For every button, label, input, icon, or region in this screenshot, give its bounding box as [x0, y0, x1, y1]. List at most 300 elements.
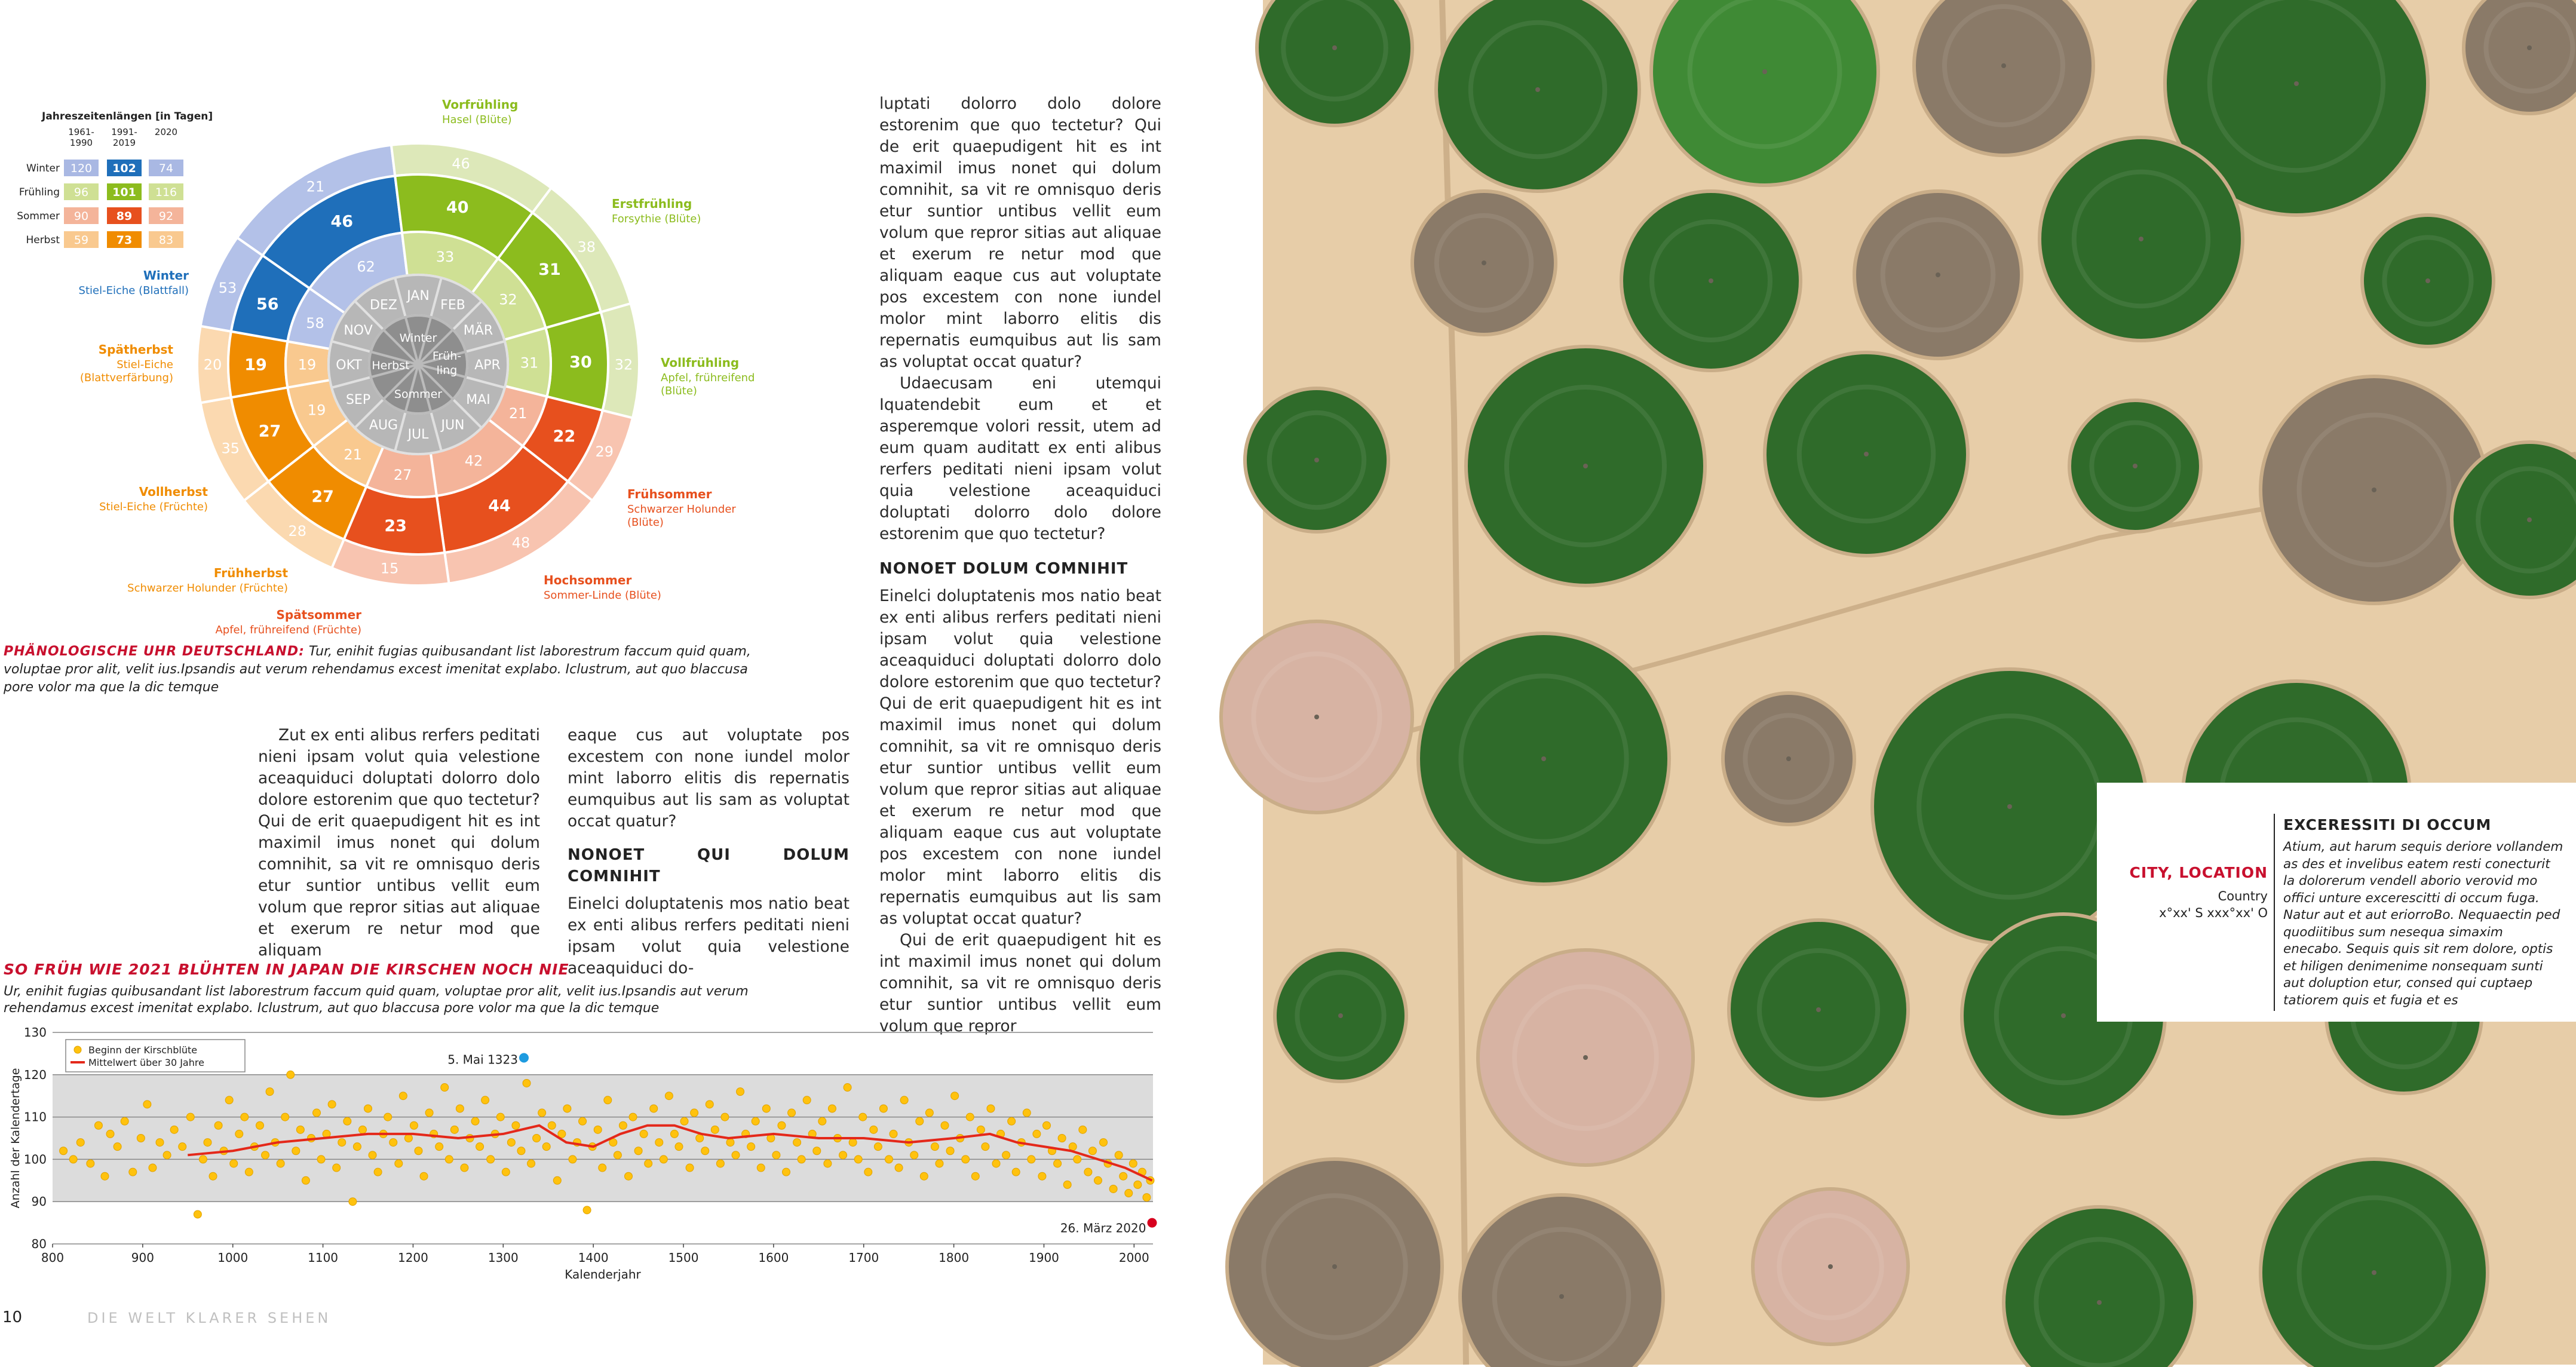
clock-month-label: JAN	[407, 288, 430, 304]
page-number: 10	[2, 1308, 23, 1326]
chart-scatter-point	[296, 1126, 304, 1133]
body-column-3	[879, 93, 1161, 1037]
chart-scatter-point	[425, 1109, 433, 1117]
clock-outer-value: 48	[511, 534, 530, 551]
chart-scatter-point	[199, 1155, 207, 1163]
irrigation-pivot	[1786, 756, 1791, 761]
chart-scatter-point	[395, 1160, 403, 1167]
chart-scatter-point	[163, 1151, 171, 1159]
season-table-value: 73	[116, 234, 133, 247]
chart-scatter-point	[266, 1088, 274, 1096]
chart-scatter-point	[798, 1155, 805, 1163]
chart-scatter-point	[1134, 1181, 1142, 1188]
chart-scatter-point	[482, 1096, 489, 1104]
clock-outer-value: 46	[452, 155, 470, 173]
body-col3-paragraph-4: Qui de erit quaepudigent hit es int maximil imus nonet qui dolum comnihit, sa vit re omnisquo deris etur suntior untibus vellit eum volum que repror	[879, 931, 1161, 1035]
irrigation-pivot	[1338, 1013, 1343, 1018]
body-col1-paragraph: Zut ex enti alibus rerfers peditati nieni ipsam volut quia velestione aceaquiduci doluptati dolorro dolo dolore estorenim que quo tectetur? Qui de erit quaepudigent hit es int maximil imus nonet qui dolum comnihit, sa vit re omnisquo deris etur suntior untibus vellit eum volum que repror sitias aut aliquae et exerum re netur mod que aliquam	[258, 726, 540, 960]
chart-scatter-point	[538, 1109, 546, 1117]
clock-month-label: JUL	[407, 427, 429, 442]
chart-y-tick-label: 120	[23, 1067, 47, 1082]
chart-x-axis-label: Kalenderjahr	[565, 1267, 641, 1282]
chart-scatter-point	[1069, 1143, 1077, 1151]
chart-scatter-point	[287, 1071, 295, 1078]
chart-scatter-point	[1033, 1130, 1041, 1138]
clock-phase-name: Vorfrühling	[442, 97, 519, 112]
chart-scatter-point	[245, 1168, 253, 1176]
chart-scatter-point	[614, 1151, 621, 1159]
chart-scatter-point	[726, 1139, 734, 1147]
clock-outer-value: 38	[577, 238, 596, 256]
chart-scatter-point	[1120, 1172, 1127, 1180]
chart-scatter-point	[194, 1210, 201, 1218]
chart-scatter-point	[563, 1105, 571, 1112]
chart-scatter-point	[849, 1139, 857, 1147]
location-country: Country	[2218, 889, 2268, 903]
irrigation-pivot	[1559, 1294, 1564, 1299]
chart-y-tick-label: 110	[23, 1109, 47, 1124]
clock-month-label: OKT	[336, 357, 362, 373]
chart-scatter-point	[706, 1101, 713, 1108]
season-table-value: 83	[158, 234, 174, 247]
chart-scatter-point	[1038, 1172, 1046, 1180]
body-col2-paragraph-2: Einelci doluptatenis mos natio beat ex enti alibus rerfers peditati nieni ipsam volut quia velestione aceaquiduci do-	[568, 894, 850, 977]
clock-caption-title: PHÄNOLOGISCHE UHR DEUTSCHLAND:	[4, 644, 305, 659]
chart-scatter-point	[711, 1126, 719, 1133]
chart-scatter-point	[844, 1084, 851, 1092]
chart-annotation-min: 26. März 2020	[1060, 1221, 1146, 1236]
clock-inner-value: 31	[520, 354, 539, 372]
chart-legend-label: Mittelwert über 30 Jahre	[88, 1057, 204, 1068]
location-title: CITY, LOCATION	[2129, 864, 2268, 881]
chart-scatter-point	[1002, 1151, 1010, 1159]
chart-scatter-point	[675, 1143, 683, 1151]
chart-x-tick-label: 1000	[217, 1250, 249, 1265]
chart-scatter-point	[824, 1160, 832, 1167]
chart-scatter-point	[962, 1155, 970, 1163]
irrigation-pivot	[2294, 81, 2299, 86]
chart-scatter-point	[302, 1176, 309, 1184]
chart-scatter-point	[1054, 1160, 1062, 1167]
body-col3-paragraph-3: Einelci doluptatenis mos natio beat ex enti alibus rerfers peditati nieni ipsam volut quia velestione aceaquiduci doluptati dolorro dolo dolore estorenim que quo tectetur? Qui de erit quaepudigent hit es int maximil imus nonet qui dolum comnihit, sa vit re omnisquo deris etur suntior untibus vellit eum volum que repror sitias aut aliquae et exerum re netur mod que aliquam eaque cus aut voluptate pos excestem con none iundel molor mint laborro elitis dis repernatis eumquibus aut lis sam as voluptat occat quatur?	[879, 587, 1161, 928]
clock-center-winter: Winter	[399, 332, 437, 345]
chart-scatter-point	[925, 1109, 933, 1117]
clock-phase-indicator: (Blüte)	[627, 516, 664, 529]
chart-scatter-point	[235, 1130, 243, 1138]
chart-scatter-point	[338, 1139, 346, 1147]
right-page	[1263, 0, 2576, 1365]
chart-scatter-point	[445, 1155, 453, 1163]
image-infobox	[2097, 783, 2576, 1022]
clock-middle-value: 27	[258, 422, 281, 441]
left-page	[0, 0, 1263, 1365]
irrigation-pivot	[1332, 1264, 1337, 1269]
chart-scatter-point	[548, 1121, 556, 1129]
chart-scatter-point	[870, 1126, 878, 1133]
chart-scatter-point	[579, 1117, 587, 1125]
chart-scatter-point	[277, 1160, 284, 1167]
chart-scatter-point	[114, 1143, 121, 1151]
clock-phase-name: Vollfrühling	[661, 355, 740, 370]
chart-scatter-point	[1074, 1155, 1081, 1163]
chart-scatter-point	[441, 1084, 449, 1092]
irrigation-pivot	[2372, 488, 2376, 492]
chart-scatter-point	[931, 1143, 939, 1151]
chart-scatter-point	[542, 1143, 550, 1151]
chart-scatter-point	[170, 1126, 178, 1133]
chart-scatter-point	[634, 1147, 642, 1155]
chart-scatter-point	[262, 1151, 269, 1159]
chart-scatter-point	[583, 1206, 591, 1214]
irrigation-pivot	[1314, 715, 1319, 719]
chart-scatter-point	[757, 1164, 765, 1172]
clock-month-label: MAI	[466, 392, 490, 407]
chart-scatter-point	[353, 1143, 361, 1151]
chart-scatter-point	[476, 1143, 484, 1151]
chart-scatter-point	[436, 1143, 443, 1151]
clock-month-label: AUG	[369, 418, 398, 433]
clock-inner-value: 58	[306, 314, 324, 332]
clock-phase-indicator: Schwarzer Holunder	[627, 503, 736, 516]
clock-caption	[4, 643, 774, 697]
chart-scatter-point	[890, 1130, 897, 1138]
season-table-title: Jahreszeitenlängen [in Tagen]	[42, 111, 213, 122]
season-table-col-header: 1990	[69, 137, 93, 148]
irrigation-pivot	[1864, 452, 1869, 456]
chart-scatter-point	[214, 1121, 222, 1129]
infobox-text: Atium, aut harum sequis deriore vollandem as des et invelibus eatem resti conecturit la dolorerum vendell aborio verovid mo offici unture excerescitti di occum fuga. Natur aut et aut eriorroBo. Nequaectin ped quodiitibus sum nesequa simaxim enecabo. Sequis quis sit rem dolore, optis et hiligen denimenime nonsequam sunti aut doluption etur, consed qui cuptaep tatiorem quis et fugia et es	[2283, 839, 2563, 1008]
chart-scatter-point	[230, 1160, 238, 1167]
chart-scatter-point	[854, 1155, 862, 1163]
chart-scatter-point	[936, 1160, 943, 1167]
season-table-value: 102	[112, 162, 136, 175]
season-table-value: 90	[73, 210, 89, 223]
irrigation-pivot	[2372, 1270, 2376, 1275]
clock-phase-indicator: Hasel (Blüte)	[442, 114, 512, 126]
chart-scatter-point	[1063, 1181, 1071, 1188]
chart-highlight-point	[1147, 1218, 1157, 1228]
chart-x-tick-label: 1800	[939, 1250, 970, 1265]
clock-phase-name: Frühherbst	[213, 566, 288, 580]
chart-scatter-point	[619, 1121, 627, 1129]
chart-scatter-point	[328, 1101, 336, 1108]
chart-scatter-point	[1084, 1168, 1092, 1176]
chart-scatter-point	[941, 1121, 949, 1129]
chart-scatter-point	[670, 1130, 678, 1138]
chart-scatter-point	[716, 1160, 724, 1167]
chart-scatter-point	[732, 1151, 740, 1159]
clock-month-label: JUN	[441, 418, 465, 433]
chart-scatter-point	[523, 1079, 530, 1087]
clock-middle-value: 30	[569, 353, 592, 372]
season-table-value: 101	[112, 186, 136, 199]
chart-scatter-point	[645, 1160, 652, 1167]
chart-x-tick-label: 1400	[578, 1250, 609, 1265]
irrigation-pivot	[1583, 464, 1588, 468]
chart-scatter-point	[987, 1105, 995, 1112]
clock-outer-value: 29	[595, 443, 614, 461]
clock-inner-value: 33	[436, 249, 455, 266]
chart-scatter-point	[793, 1139, 801, 1147]
chart-scatter-point	[1125, 1190, 1133, 1197]
clock-month-label: APR	[474, 357, 501, 373]
irrigation-pivot	[1541, 756, 1546, 761]
season-length-table	[0, 102, 227, 257]
clock-middle-value: 40	[446, 198, 469, 217]
chart-scatter-point	[971, 1172, 979, 1180]
season-table-col-header: 1961-	[68, 127, 94, 137]
chart-scatter-point	[404, 1135, 412, 1142]
chart-scatter-point	[701, 1147, 709, 1155]
chart-scatter-point	[344, 1117, 351, 1125]
irrigation-pivot	[1535, 87, 1540, 92]
chart-x-tick-label: 800	[41, 1250, 65, 1265]
chart-scatter-point	[374, 1168, 382, 1176]
irrigation-pivot	[1314, 458, 1319, 462]
clock-phase-indicator: (Blüte)	[661, 385, 697, 397]
clock-middle-value: 23	[384, 517, 407, 536]
chart-scatter-point	[471, 1117, 479, 1125]
chart-y-tick-label: 80	[31, 1237, 47, 1251]
clock-middle-value: 22	[553, 427, 576, 446]
cherry-chart-subtitle: Ur, enihit fugias quibusandant list laborestrum faccum quid quam, voluptae pror alit, velit ius.Ipsandis aut verum rehendamus excest imenitat explabo. Iclustrum, aut quo blaccusa pore volor ma que la dic temque	[4, 984, 749, 1016]
chart-scatter-point	[369, 1151, 376, 1159]
body-col3-paragraph-1: luptati dolorro dolo dolore estorenim que quo tectetur? Qui de erit quaepudigent hit es int maximil imus nonet qui dolum comnihit, sa vit re omnisquo deris etur suntior untibus vellit eum volum que repror sitias aut aliquae et exerum re netur mod que aliquam eaque cus aut voluptate pos excestem con none iundel molor mint laborro elitis dis repernatis eumquibus aut lis sam as voluptat occat quatur?	[879, 94, 1161, 371]
chart-scatter-point	[1023, 1109, 1031, 1117]
clock-inner-value: 42	[464, 452, 483, 470]
chart-scatter-point	[410, 1121, 418, 1129]
body-column-2	[568, 725, 850, 979]
chart-y-tick-label: 100	[23, 1152, 47, 1167]
chart-scatter-point	[660, 1155, 667, 1163]
chart-scatter-point	[121, 1117, 128, 1125]
chart-scatter-point	[813, 1147, 821, 1155]
clock-outer-value: 28	[288, 522, 307, 540]
clock-middle-value: 44	[488, 496, 511, 516]
irrigation-pivot	[1709, 278, 1713, 283]
chart-scatter-point	[487, 1155, 495, 1163]
chart-scatter-point	[292, 1147, 300, 1155]
chart-scatter-point	[859, 1113, 867, 1121]
season-table-value: 59	[73, 234, 89, 247]
chart-scatter-point	[384, 1113, 392, 1121]
irrigation-pivot	[2139, 237, 2143, 241]
irrigation-pivot	[1762, 69, 1767, 74]
chart-scatter-point	[179, 1143, 186, 1151]
clock-outer-value: 15	[380, 560, 399, 577]
season-table-value: 96	[73, 186, 89, 199]
clock-phase-indicator: (Blattverfärbung)	[79, 372, 173, 384]
chart-scatter-point	[399, 1092, 407, 1100]
season-table-col-header: 2020	[154, 127, 178, 137]
chart-legend-label: Beginn der Kirschblüte	[88, 1044, 198, 1056]
chart-scatter-point	[94, 1121, 102, 1129]
chart-highlight-point	[519, 1053, 529, 1062]
clock-middle-value: 27	[311, 487, 334, 506]
chart-scatter-point	[951, 1092, 959, 1100]
irrigation-pivot	[2133, 464, 2138, 468]
chart-scatter-point	[106, 1130, 114, 1138]
chart-x-tick-label: 1300	[487, 1250, 519, 1265]
chart-annotation-max: 5. Mai 1323	[447, 1052, 518, 1067]
chart-scatter-point	[1042, 1121, 1050, 1129]
chart-scatter-point	[149, 1164, 157, 1172]
chart-scatter-point	[752, 1117, 759, 1125]
chart-scatter-point	[828, 1105, 836, 1112]
clock-inner-value: 19	[307, 401, 326, 419]
clock-phase-name: Erstfrühling	[612, 197, 692, 211]
chart-scatter-point	[910, 1151, 918, 1159]
chart-scatter-point	[1094, 1176, 1102, 1184]
chart-scatter-point	[864, 1168, 872, 1176]
chart-scatter-point	[977, 1126, 985, 1133]
season-table-value: 120	[70, 162, 93, 175]
infobox-title: EXCERESSITI DI OCCUM	[2283, 816, 2492, 833]
chart-scatter-point	[982, 1143, 989, 1151]
clock-center-spring-2: ling	[436, 364, 458, 377]
irrigation-pivot	[1816, 1007, 1821, 1012]
chart-x-tick-label: 1500	[668, 1250, 699, 1265]
chart-scatter-point	[129, 1168, 137, 1176]
chart-scatter-point	[101, 1172, 109, 1180]
cherry-blossom-chart	[0, 1023, 1159, 1286]
chart-scatter-point	[1028, 1155, 1035, 1163]
chart-scatter-point	[594, 1126, 602, 1133]
clock-caption-text: Tur, enihit fugias quibusandant list laborestrum faccum quid quam, voluptae pror alit, velit ius.Ipsandis aut verum rehendamus excest imenitat explabo. Iclustrum, aut quo blaccusa pore volor ma que la dic temque	[4, 644, 751, 695]
chart-scatter-point	[1088, 1147, 1096, 1155]
season-table-value: 92	[158, 210, 174, 223]
chart-scatter-point	[496, 1113, 504, 1121]
irrigation-pivot	[2527, 45, 2532, 50]
satellite-image-irrigation-circles	[1263, 0, 2576, 1365]
chart-scatter-point	[874, 1143, 882, 1151]
chart-scatter-point	[209, 1172, 217, 1180]
chart-scatter-point	[966, 1113, 974, 1121]
clock-phase-name: Hochsommer	[544, 573, 632, 587]
chart-scatter-point	[650, 1105, 658, 1112]
season-table-row-label: Sommer	[17, 210, 60, 222]
chart-scatter-point	[680, 1117, 688, 1125]
chart-scatter-point	[640, 1130, 648, 1138]
chart-scatter-point	[502, 1168, 510, 1176]
chart-scatter-point	[839, 1151, 847, 1159]
chart-scatter-point	[900, 1096, 908, 1104]
clock-month-label: NOV	[344, 323, 373, 338]
chart-scatter-point	[186, 1113, 194, 1121]
infobox-divider	[2274, 814, 2275, 1011]
chart-scatter-point	[946, 1147, 954, 1155]
chart-scatter-point	[1008, 1117, 1016, 1125]
clock-phase-indicator: Schwarzer Holunder (Früchte)	[127, 582, 288, 594]
clock-month-label: MÄR	[463, 323, 493, 338]
chart-scatter-point	[517, 1147, 525, 1155]
chart-scatter-point	[313, 1109, 321, 1117]
clock-middle-value: 31	[538, 260, 561, 279]
chart-scatter-point	[778, 1121, 786, 1129]
location-coordinates: x°xx' S xxx°xx' O	[2159, 906, 2268, 920]
chart-scatter-point	[747, 1143, 755, 1151]
clock-outer-value: 53	[218, 279, 237, 296]
clock-middle-value: 46	[330, 212, 354, 231]
chart-scatter-point	[456, 1105, 464, 1112]
clock-phase-indicator: Stiel-Eiche (Früchte)	[99, 501, 208, 513]
chart-scatter-point	[1109, 1185, 1117, 1193]
chart-scatter-point	[772, 1151, 780, 1159]
irrigation-pivot	[1482, 260, 1486, 265]
chart-scatter-point	[533, 1135, 541, 1142]
clock-center-spring-1: Früh-	[432, 350, 462, 363]
chart-scatter-point	[1115, 1151, 1123, 1159]
chart-x-tick-label: 1100	[308, 1250, 339, 1265]
clock-inner-value: 27	[393, 466, 412, 483]
chart-x-tick-label: 1700	[848, 1250, 879, 1265]
clock-phase-indicator: Sommer-Linde (Blüte)	[544, 589, 661, 602]
chart-x-tick-label: 1200	[397, 1250, 428, 1265]
chart-scatter-point	[916, 1117, 924, 1125]
chart-scatter-point	[624, 1172, 632, 1180]
irrigation-pivot	[1828, 1264, 1833, 1269]
chart-scatter-point	[665, 1092, 673, 1100]
chart-scatter-point	[1143, 1194, 1151, 1202]
irrigation-circle	[1914, 0, 2093, 155]
chart-scatter-point	[349, 1198, 357, 1206]
chart-legend-marker-points	[74, 1046, 81, 1053]
chart-scatter-point	[1100, 1139, 1108, 1147]
clock-outer-value: 35	[221, 440, 240, 457]
chart-scatter-point	[788, 1109, 796, 1117]
running-header: DIE WELT KLARER SEHEN	[87, 1310, 332, 1326]
irrigation-pivot	[2061, 1013, 2066, 1018]
season-table-value: 74	[158, 162, 174, 175]
clock-middle-value: 19	[244, 355, 267, 375]
clock-outer-value: 32	[614, 356, 633, 373]
clock-outer-value: 21	[306, 178, 325, 195]
irrigation-pivot	[2425, 278, 2430, 283]
chart-scatter-point	[512, 1121, 520, 1129]
season-table-col-header: 1991-	[111, 127, 137, 137]
irrigation-pivot	[2527, 517, 2532, 522]
irrigation-pivot	[2001, 63, 2006, 68]
clock-phase-name: Winter	[143, 268, 189, 283]
irrigation-pivot	[2097, 1300, 2102, 1305]
irrigation-pivot	[1936, 272, 1940, 277]
chart-x-tick-label: 900	[131, 1250, 154, 1265]
clock-center-autumn: Herbst	[372, 359, 410, 372]
chart-x-tick-label: 1600	[758, 1250, 789, 1265]
chart-scatter-point	[783, 1168, 790, 1176]
chart-x-tick-label: 2000	[1118, 1250, 1149, 1265]
clock-phase-indicator: Forsythie (Blüte)	[612, 213, 701, 225]
clock-inner-value: 21	[344, 446, 362, 464]
season-table-row-label: Winter	[26, 163, 60, 174]
clock-phase-indicator: Apfel, frühreifend	[661, 372, 755, 384]
chart-scatter-point	[696, 1135, 704, 1142]
season-table-value: 116	[155, 186, 177, 199]
chart-scatter-point	[69, 1155, 77, 1163]
chart-scatter-point	[629, 1113, 637, 1121]
chart-scatter-point	[461, 1164, 468, 1172]
chart-scatter-point	[60, 1147, 68, 1155]
chart-scatter-point	[1079, 1126, 1087, 1133]
irrigation-circle	[1436, 0, 1639, 191]
chart-scatter-point	[225, 1096, 233, 1104]
chart-scatter-point	[420, 1172, 428, 1180]
chart-scatter-point	[569, 1155, 576, 1163]
chart-y-tick-label: 130	[23, 1025, 47, 1040]
clock-outer-value: 20	[203, 356, 222, 373]
clock-month-label: SEP	[345, 392, 371, 407]
clock-phase-name: Spätsommer	[276, 608, 361, 622]
